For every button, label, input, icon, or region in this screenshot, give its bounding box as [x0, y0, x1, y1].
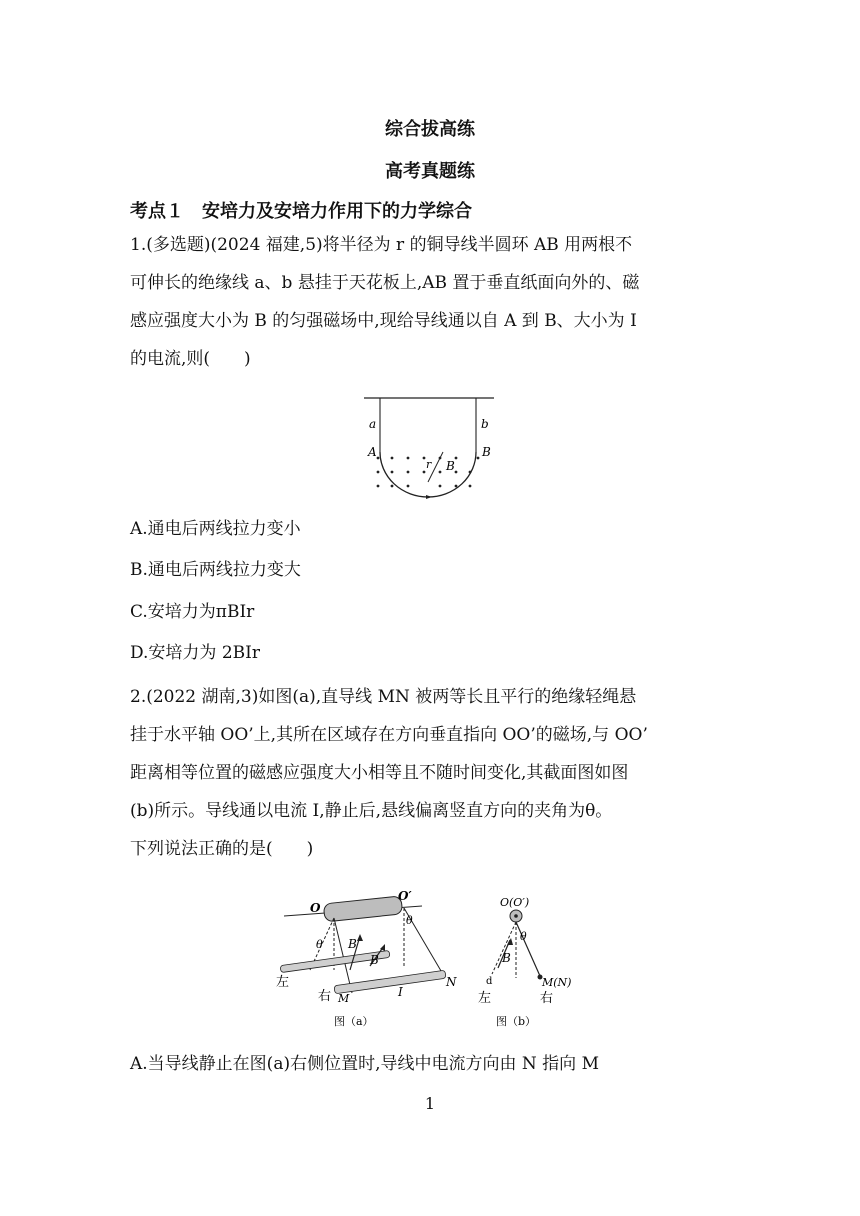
question-2-text — [130, 678, 730, 868]
label-B-1: B — [348, 937, 357, 951]
page-subheading: 高考真题练 — [385, 161, 475, 182]
wire-MN — [334, 970, 446, 994]
label-O-prime: O′ — [398, 889, 412, 903]
semicircle-figure — [360, 390, 500, 500]
figure-b-caption: 图（b） — [496, 1015, 537, 1028]
label-top: O(O′) — [500, 896, 530, 909]
question-2-line: (b)所示。导线通以电流 I,静止后,悬线偏离竖直方向的夹角为θ。 — [130, 801, 613, 821]
question-1-line: 可伸长的绝缘线 a、b 悬挂于天花板上,AB 置于垂直纸面向外的、磁 — [130, 273, 640, 293]
rope-left — [334, 918, 352, 993]
page-number: 1 — [424, 1094, 436, 1113]
current-arrow — [426, 495, 432, 499]
label-left-b: 左 — [478, 991, 492, 1006]
question-1-line: 的电流,则( ) — [130, 349, 251, 369]
question-1-line: 感应强度大小为 B 的匀强磁场中,现给导线通以自 A 到 B、大小为 I — [130, 311, 637, 331]
label-theta-b: θ — [520, 930, 527, 943]
axis-dot — [514, 914, 518, 918]
label-theta-2: θ — [406, 914, 413, 927]
B-arrow-b-head — [507, 938, 513, 945]
label-A: A — [368, 445, 377, 459]
rope-b-dashed — [492, 922, 516, 974]
figure-b — [472, 878, 572, 1033]
B-arrow-1-head — [357, 934, 363, 941]
label-O: O — [310, 901, 321, 915]
question-1-option-c: C.安培力为πBIr — [130, 602, 255, 622]
question-1-option-a: A.通电后两线拉力变小 — [130, 519, 301, 539]
page-heading: 综合拔高练 — [385, 119, 475, 140]
label-MN: M(N) — [542, 976, 572, 989]
question-2-line: 距离相等位置的磁感应强度大小相等且不随时间变化,其截面图如图 — [130, 763, 629, 783]
question-2-line: 2.(2022 湖南,3)如图(a),直导线 MN 被两等长且平行的绝缘轻绳悬 — [130, 687, 637, 707]
label-r: r — [426, 458, 432, 471]
label-B-2: B — [370, 953, 379, 967]
label-b: b — [481, 417, 489, 431]
label-d: d — [486, 976, 493, 987]
label-a: a — [369, 417, 377, 431]
label-theta-1: θ — [316, 938, 323, 951]
question-2-line: 下列说法正确的是( ) — [130, 839, 314, 859]
question-2-line: 挂于水平轴 OO’上,其所在区域存在方向垂直指向 OO’的磁场,与 OO’ — [130, 725, 648, 745]
question-2-option-a: A.当导线静止在图(a)右侧位置时,导线中电流方向由 N 指向 M — [130, 1054, 599, 1074]
label-N: N — [446, 975, 457, 989]
section-title: 考点１ 安培力及安培力作用下的力学综合 — [130, 201, 472, 222]
label-left: 左 — [276, 975, 290, 990]
question-1-line: 1.(多选题)(2024 福建,5)将半径为 r 的铜导线半圆环 AB 用两根不 — [130, 235, 633, 255]
question-1-text — [130, 226, 730, 378]
label-B-field: B — [446, 459, 455, 473]
label-I: I — [398, 985, 403, 999]
label-B-b: B — [502, 951, 511, 965]
figure-a-caption: 图（a） — [334, 1015, 374, 1028]
question-1-option-b: B.通电后两线拉力变大 — [130, 560, 301, 580]
question-1-option-d: D.安培力为 2BIr — [130, 643, 260, 663]
label-M: M — [338, 992, 350, 1005]
figure-a — [272, 878, 472, 1033]
label-right-b: 右 — [540, 991, 554, 1006]
axis-cylinder — [323, 896, 402, 922]
label-right: 右 — [318, 989, 332, 1004]
label-B-end: B — [482, 445, 491, 459]
